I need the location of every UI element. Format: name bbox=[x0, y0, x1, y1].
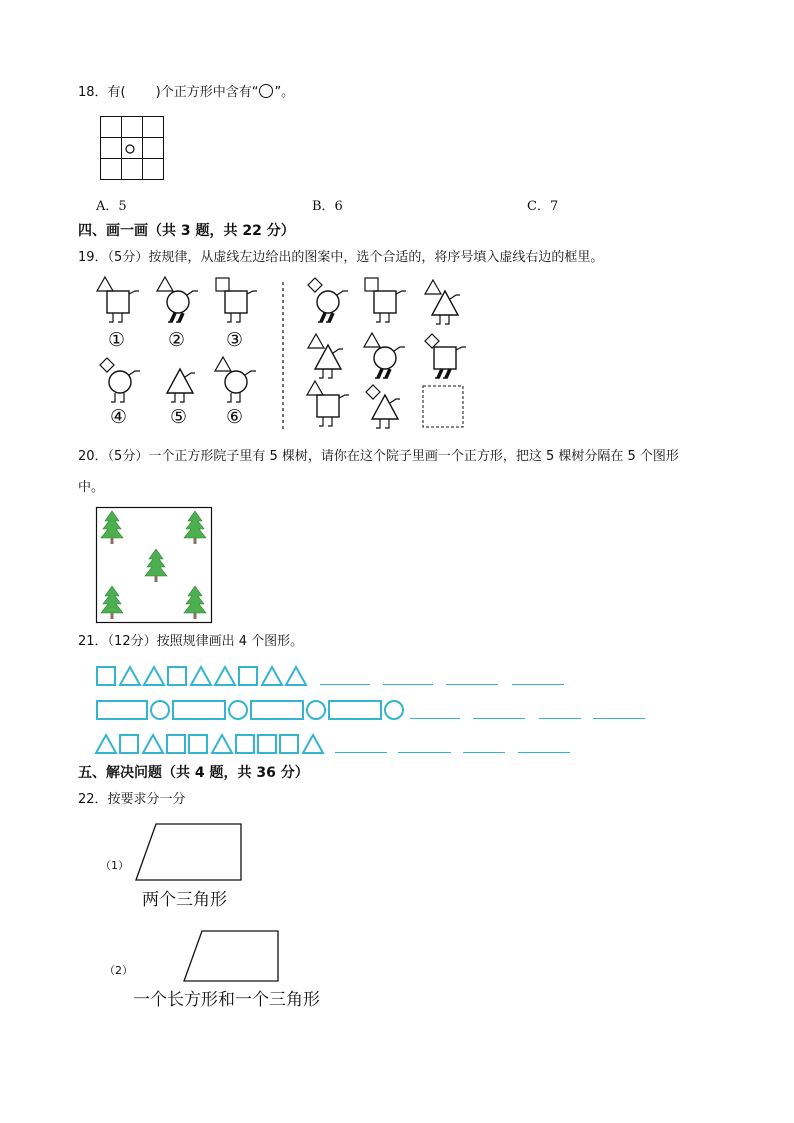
pattern-4 bbox=[100, 358, 140, 402]
q19-figure bbox=[95, 278, 475, 433]
q19-label-2: ② bbox=[168, 329, 186, 351]
pattern-3 bbox=[216, 278, 257, 322]
pine-tree-icon bbox=[184, 511, 206, 544]
q21-pattern-row-3 bbox=[95, 733, 331, 755]
q22-parallelogram-1 bbox=[134, 823, 244, 883]
pattern-6 bbox=[215, 357, 256, 402]
pine-tree-icon bbox=[184, 586, 206, 619]
q18-option-a[interactable]: A．5 bbox=[96, 199, 127, 214]
q19-label-6: ⑥ bbox=[226, 406, 244, 428]
q21-prompt: 21．（12分）按照规律画出 4 个图形。 bbox=[78, 634, 304, 649]
q21-row1-blank-4[interactable] bbox=[512, 684, 564, 685]
section-4-title: 四、画一画（共 3 题，共 22 分） bbox=[78, 223, 295, 239]
q21-pattern-row-2 bbox=[95, 699, 407, 721]
q19-label-4: ④ bbox=[110, 406, 128, 428]
q18-option-c[interactable]: C．7 bbox=[527, 199, 559, 214]
q18-prompt bbox=[78, 84, 294, 101]
q21-row3-blank-4[interactable] bbox=[518, 752, 570, 753]
circle-icon bbox=[259, 84, 273, 98]
q22-part1-label: （1） bbox=[100, 859, 129, 872]
pine-tree-icon bbox=[145, 549, 167, 582]
q21-row2-blank-4[interactable] bbox=[593, 718, 645, 719]
q18-grid-figure bbox=[100, 116, 164, 180]
answer-box bbox=[423, 386, 463, 427]
q21-row2-blank-2[interactable] bbox=[473, 718, 525, 719]
q21-row2-blank-3[interactable] bbox=[539, 718, 581, 719]
q19-prompt: 19．（5分）按规律，从虚线左边给出的图案中，选个合适的，将序号填入虚线右边的框里。 bbox=[78, 250, 604, 265]
pattern-1 bbox=[97, 277, 139, 322]
q19-label-1: ① bbox=[108, 329, 126, 351]
q19-label-5: ⑤ bbox=[170, 406, 188, 428]
q21-row1-blank-2[interactable] bbox=[383, 684, 433, 685]
q19-label-3: ③ bbox=[226, 329, 244, 351]
pattern-2 bbox=[157, 277, 198, 322]
q18-option-b[interactable]: B．6 bbox=[312, 199, 343, 214]
q21-row1-blank-3[interactable] bbox=[446, 684, 498, 685]
q20-prompt-line2: 中。 bbox=[78, 480, 105, 495]
q21-row3-blank-3[interactable] bbox=[463, 752, 505, 753]
q18-end: ”。 bbox=[274, 85, 295, 100]
q20-courtyard bbox=[96, 507, 212, 623]
q21-row2-blank-1[interactable] bbox=[410, 718, 460, 719]
q18-prefix: 18．有( bbox=[78, 85, 126, 100]
q21-row3-blank-2[interactable] bbox=[398, 752, 451, 753]
q21-pattern-row-1 bbox=[95, 665, 327, 687]
q18-suffix: )个正方形中含有“ bbox=[155, 85, 259, 100]
q22-parallelogram-2 bbox=[182, 929, 282, 985]
q22-part1-caption: 两个三角形 bbox=[142, 890, 227, 910]
q22-prompt: 22．按要求分一分 bbox=[78, 792, 186, 807]
q20-prompt-line1: 20．（5分）一个正方形院子里有 5 棵树，请你在这个院子里画一个正方形，把这 5 棵树分隔在 5 个图形 bbox=[78, 449, 679, 464]
pine-tree-icon bbox=[101, 511, 123, 544]
q22-part2-label: （2） bbox=[104, 964, 133, 977]
q21-row3-blank-1[interactable] bbox=[335, 752, 387, 753]
q22-part2-caption: 一个长方形和一个三角形 bbox=[133, 990, 320, 1010]
pattern-5 bbox=[167, 369, 195, 402]
section-5-title: 五、解决问题（共 4 题，共 36 分） bbox=[78, 765, 309, 781]
pine-tree-icon bbox=[101, 586, 123, 619]
q21-row1-blank-1[interactable] bbox=[320, 684, 370, 685]
